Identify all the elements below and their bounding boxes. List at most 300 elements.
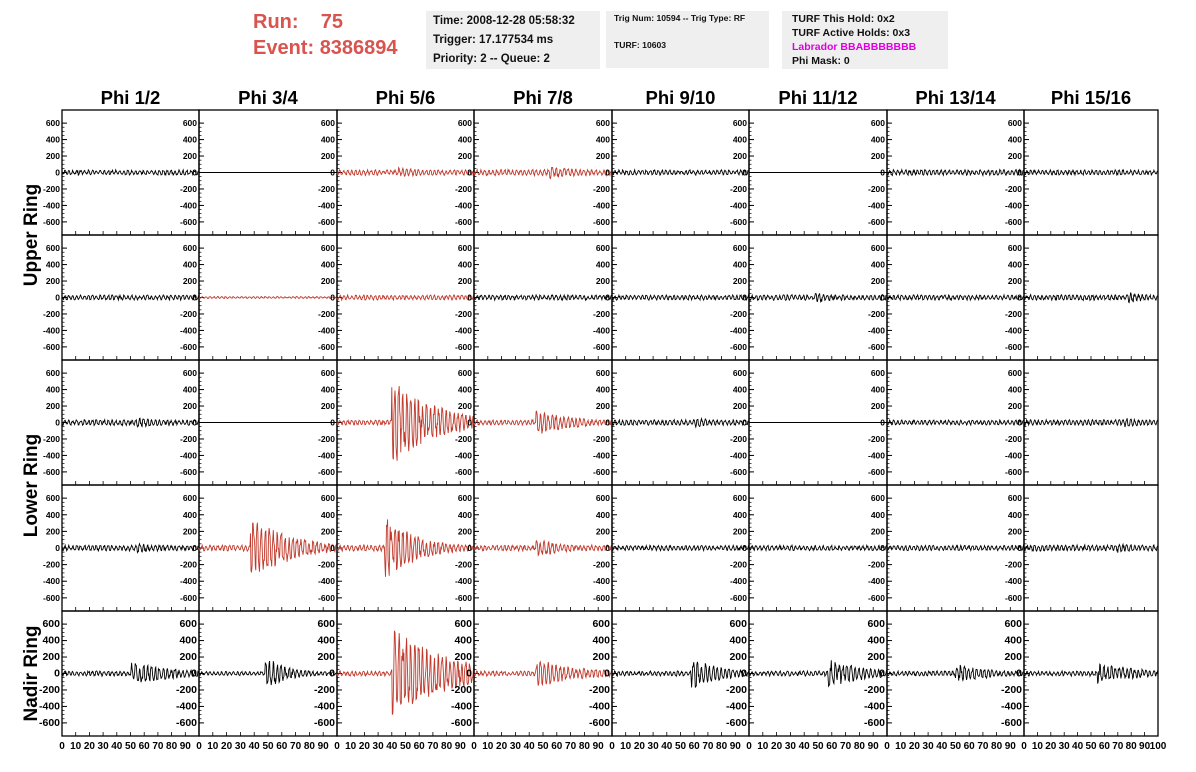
y-tick-label: -400: [454, 576, 472, 587]
waveform-trace: [62, 544, 199, 553]
y-tick-label: -400: [454, 450, 472, 461]
y-tick-label: -400: [454, 325, 472, 336]
y-tick-label: 400: [870, 384, 885, 395]
x-tick-label: 40: [936, 741, 948, 752]
x-tick-label: 0: [1021, 741, 1027, 752]
y-tick-label: 400: [457, 384, 472, 395]
y-tick-label: 400: [732, 384, 747, 395]
y-tick-label: 600: [182, 243, 197, 254]
y-tick-label: -400: [592, 325, 610, 336]
y-tick-label: -600: [450, 716, 472, 729]
y-tick-label: -600: [729, 341, 747, 352]
y-tick-label: 0: [467, 292, 472, 303]
y-tick-label: -600: [454, 216, 472, 227]
y-tick-label: -600: [729, 216, 747, 227]
y-tick-label: 200: [732, 401, 747, 412]
turf-text: TURF: 10603: [614, 40, 667, 50]
y-tick-label: 0: [192, 167, 197, 178]
y-tick-label: 200: [1004, 651, 1022, 664]
y-tick-label: 200: [867, 651, 885, 664]
y-tick-label: 200: [1007, 401, 1022, 412]
x-tick-label: 80: [303, 741, 315, 752]
x-tick-label: 10: [895, 741, 907, 752]
waveform-trace: [1024, 664, 1158, 683]
y-tick-label: 400: [457, 134, 472, 145]
y-tick-label: 0: [880, 292, 885, 303]
y-tick-label: 200: [45, 526, 60, 537]
y-tick-label: -200: [725, 683, 747, 696]
y-tick-label: 200: [457, 276, 472, 287]
y-tick-label: 0: [329, 667, 335, 680]
plot-frame: [337, 485, 474, 611]
y-tick-label: -400: [1004, 200, 1022, 211]
x-tick-label: 40: [111, 741, 123, 752]
y-tick-label: -600: [1004, 216, 1022, 227]
x-tick-label: 70: [977, 741, 989, 752]
y-tick-label: 0: [742, 543, 747, 553]
y-tick-label: -400: [179, 576, 197, 587]
y-tick-label: -600: [592, 216, 610, 227]
y-tick-label: 0: [605, 543, 610, 553]
y-tick-label: 400: [179, 634, 197, 647]
x-tick-label: 60: [138, 741, 150, 752]
y-tick-label: -400: [588, 700, 610, 713]
y-tick-label: -200: [867, 559, 885, 570]
x-tick-label: 60: [963, 741, 975, 752]
y-tick-label: -600: [1004, 466, 1022, 477]
row-label: Lower Ring: [21, 433, 42, 538]
y-tick-label: -200: [454, 559, 472, 570]
y-tick-label: -600: [175, 716, 197, 729]
x-tick-label: 50: [949, 741, 962, 752]
y-tick-label: -600: [867, 466, 885, 477]
y-tick-label: -400: [1000, 700, 1022, 713]
x-tick-label: 70: [840, 741, 852, 752]
waveform-trace: [1024, 544, 1158, 552]
y-tick-label: 400: [595, 509, 610, 520]
x-tick-label: 0: [196, 741, 202, 752]
y-tick-label: -600: [179, 466, 197, 477]
y-tick-label: 400: [182, 509, 197, 520]
y-tick-label: 600: [317, 618, 335, 631]
y-tick-label: 400: [182, 134, 197, 145]
y-tick-label: -600: [729, 592, 747, 603]
x-tick-label: 50: [537, 741, 549, 752]
column-header: Phi 15/16: [1050, 87, 1132, 108]
y-tick-label: 0: [330, 417, 335, 428]
x-tick-label: 30: [647, 741, 659, 752]
y-tick-label: 400: [729, 634, 747, 647]
y-tick-label: -200: [592, 559, 610, 570]
y-tick-label: 0: [55, 292, 60, 303]
x-tick-label: 60: [413, 741, 425, 752]
y-tick-label: 200: [595, 276, 610, 287]
event-value: 8386894: [319, 37, 398, 59]
y-tick-label: 600: [182, 368, 197, 379]
waveform-trace: [62, 418, 199, 427]
run-value: 75: [320, 11, 344, 33]
y-tick-label: -400: [1004, 576, 1022, 587]
x-tick-label: 40: [386, 741, 398, 752]
waveform-trace: [199, 523, 337, 572]
waveform-trace: [1024, 170, 1158, 175]
y-tick-label: -200: [179, 183, 197, 194]
waveform-trace: [887, 420, 1024, 425]
y-tick-label: 0: [880, 543, 885, 553]
y-tick-label: 600: [870, 118, 885, 129]
y-tick-label: 0: [191, 667, 197, 680]
y-tick-label: 200: [592, 651, 610, 664]
y-tick-label: 0: [467, 417, 472, 428]
x-tick-label: 30: [97, 741, 109, 752]
column-header: Phi 11/12: [778, 87, 858, 108]
y-tick-label: -200: [42, 308, 60, 319]
x-tick-label: 10: [70, 741, 82, 752]
y-tick-label: 400: [45, 509, 60, 520]
x-tick-label: 20: [221, 741, 233, 752]
waveform-trace: [612, 295, 749, 300]
y-tick-label: -200: [592, 308, 610, 319]
y-tick-label: -200: [42, 183, 60, 194]
trigger-text: Trigger: 17.177534 ms: [433, 34, 554, 46]
y-tick-label: -600: [729, 466, 747, 477]
y-tick-label: -200: [313, 683, 335, 696]
y-tick-label: 600: [1007, 368, 1022, 379]
y-tick-label: 400: [732, 134, 747, 145]
x-tick-label: 50: [812, 741, 824, 752]
y-tick-label: -400: [592, 200, 610, 211]
x-tick-label: 10: [1031, 741, 1043, 752]
y-tick-label: 0: [55, 417, 60, 428]
x-tick-label: 40: [661, 741, 673, 752]
y-tick-label: -200: [317, 183, 335, 194]
y-tick-label: 600: [867, 618, 885, 631]
y-tick-label: -200: [317, 433, 335, 444]
y-tick-label: 200: [45, 401, 60, 412]
y-tick-label: -400: [1004, 450, 1022, 461]
row-label: Nadir Ring: [21, 625, 42, 722]
trig-num-text: Trig Num: 10594 -- Trig Type: RF: [614, 13, 746, 23]
y-tick-label: 400: [870, 509, 885, 520]
x-tick-label: 20: [83, 741, 95, 752]
x-tick-label: 50: [124, 741, 137, 752]
y-tick-label: 0: [1017, 292, 1022, 303]
x-tick-label: 80: [716, 741, 728, 752]
y-tick-label: -600: [1004, 592, 1022, 603]
y-tick-label: 200: [182, 526, 197, 537]
y-tick-label: -200: [179, 433, 197, 444]
x-tick-label: 70: [1112, 741, 1124, 752]
y-tick-label: -600: [867, 592, 885, 603]
y-tick-label: 400: [1004, 634, 1022, 647]
x-tick-label: 70: [702, 741, 714, 752]
y-tick-label: -400: [317, 325, 335, 336]
y-tick-label: 0: [467, 543, 472, 553]
y-tick-label: -400: [42, 325, 60, 336]
y-tick-label: -200: [1004, 183, 1022, 194]
waveform-trace: [887, 295, 1024, 300]
y-tick-label: -200: [1004, 433, 1022, 444]
y-tick-label: -200: [42, 433, 60, 444]
y-tick-label: -600: [42, 216, 60, 227]
waveform-trace: [474, 541, 612, 556]
y-tick-label: -200: [729, 433, 747, 444]
y-tick-label: -400: [38, 700, 60, 713]
labrador-text: Labrador BBABBBBBBB: [792, 41, 917, 53]
y-tick-label: 0: [1017, 543, 1022, 553]
y-tick-label: 0: [880, 417, 885, 428]
x-tick-label: 60: [551, 741, 563, 752]
x-tick-label: 70: [290, 741, 302, 752]
column-header: Phi 7/8: [513, 87, 573, 108]
y-tick-label: 200: [320, 401, 335, 412]
y-tick-label: 600: [454, 618, 472, 631]
y-tick-label: 200: [870, 526, 885, 537]
y-tick-label: 200: [595, 401, 610, 412]
x-tick-label: 90: [1004, 741, 1016, 752]
y-tick-label: 0: [879, 667, 885, 680]
y-tick-label: -600: [867, 341, 885, 352]
x-tick-label: 90: [729, 741, 741, 752]
y-tick-label: 600: [457, 118, 472, 129]
y-tick-label: 400: [45, 134, 60, 145]
waveform-trace: [62, 295, 199, 300]
y-tick-label: 400: [1007, 384, 1022, 395]
y-tick-label: 600: [1004, 618, 1022, 631]
x-tick-label: 40: [798, 741, 810, 752]
y-tick-label: 400: [595, 134, 610, 145]
y-tick-label: -400: [867, 325, 885, 336]
waveform-trace: [887, 167, 1024, 178]
x-tick-label: 40: [1072, 741, 1084, 752]
y-tick-label: 200: [870, 151, 885, 162]
y-tick-label: 400: [732, 509, 747, 520]
y-tick-label: 200: [729, 651, 747, 664]
turf-hold-text: TURF This Hold: 0x2: [792, 13, 895, 25]
y-tick-label: -600: [179, 592, 197, 603]
x-tick-label: 20: [908, 741, 920, 752]
y-tick-label: 200: [45, 276, 60, 287]
y-tick-label: 200: [182, 401, 197, 412]
x-tick-label: 70: [427, 741, 439, 752]
x-tick-label: 10: [482, 741, 494, 752]
x-tick-label: 50: [1085, 741, 1097, 752]
waveform-trace: [62, 663, 199, 682]
y-tick-label: -600: [1004, 341, 1022, 352]
y-tick-label: -200: [729, 183, 747, 194]
y-tick-label: 400: [320, 259, 335, 270]
x-tick-label: 60: [276, 741, 288, 752]
y-tick-label: 400: [45, 259, 60, 270]
y-tick-label: 400: [592, 634, 610, 647]
y-tick-label: 0: [467, 167, 472, 178]
y-tick-label: 0: [192, 292, 197, 303]
y-tick-label: -200: [729, 308, 747, 319]
y-tick-label: 600: [320, 118, 335, 129]
x-tick-label: 0: [609, 741, 615, 752]
x-tick-label: 10: [757, 741, 769, 752]
x-tick-label: 80: [1125, 741, 1137, 752]
y-tick-label: 600: [457, 243, 472, 254]
y-tick-label: 200: [870, 401, 885, 412]
y-tick-label: 400: [320, 134, 335, 145]
x-tick-label: 90: [317, 741, 329, 752]
waveform-trace: [749, 293, 887, 301]
y-tick-label: -600: [179, 216, 197, 227]
priority-text: Priority: 2 -- Queue: 2: [433, 53, 550, 65]
x-tick-label: 30: [1058, 741, 1070, 752]
y-tick-label: -600: [317, 592, 335, 603]
y-tick-label: 600: [1007, 118, 1022, 129]
y-tick-label: 400: [870, 259, 885, 270]
waveform-trace: [337, 519, 474, 576]
y-tick-label: -400: [179, 325, 197, 336]
y-tick-label: 0: [54, 667, 60, 680]
y-tick-label: 400: [732, 259, 747, 270]
y-tick-label: -200: [588, 683, 610, 696]
waveform-trace: [749, 660, 887, 686]
y-tick-label: -400: [592, 576, 610, 587]
y-tick-label: 0: [55, 167, 60, 178]
y-tick-label: 0: [330, 292, 335, 303]
y-tick-label: -600: [42, 341, 60, 352]
y-tick-label: 400: [1007, 134, 1022, 145]
y-tick-label: 600: [729, 618, 747, 631]
y-tick-label: -400: [592, 450, 610, 461]
y-tick-label: 600: [182, 118, 197, 129]
x-tick-label: 80: [578, 741, 590, 752]
y-tick-label: -200: [175, 683, 197, 696]
y-tick-label: -400: [179, 450, 197, 461]
y-tick-label: -600: [454, 592, 472, 603]
y-tick-label: 400: [454, 634, 472, 647]
y-tick-label: -400: [1004, 325, 1022, 336]
y-tick-label: -400: [317, 576, 335, 587]
x-tick-label: 100: [1149, 741, 1167, 752]
y-tick-label: 600: [320, 368, 335, 379]
y-tick-label: 400: [182, 259, 197, 270]
y-tick-label: 0: [880, 167, 885, 178]
y-tick-label: 400: [320, 509, 335, 520]
y-tick-label: -400: [317, 450, 335, 461]
waveform-trace: [887, 665, 1024, 681]
x-tick-label: 90: [592, 741, 604, 752]
y-tick-label: -200: [867, 183, 885, 194]
y-tick-label: 0: [55, 543, 60, 553]
y-tick-label: -400: [729, 450, 747, 461]
y-tick-label: 0: [605, 292, 610, 303]
y-tick-label: 600: [320, 493, 335, 504]
y-tick-label: 400: [595, 384, 610, 395]
x-tick-label: 0: [59, 741, 65, 752]
y-tick-label: 200: [1007, 151, 1022, 162]
y-tick-label: -400: [867, 576, 885, 587]
x-tick-label: 60: [1098, 741, 1110, 752]
y-tick-label: 600: [45, 118, 60, 129]
y-tick-label: -400: [42, 450, 60, 461]
y-tick-label: -600: [863, 716, 885, 729]
y-tick-label: -600: [317, 466, 335, 477]
y-tick-label: 200: [42, 651, 60, 664]
x-tick-label: 90: [1139, 741, 1151, 752]
y-tick-label: -400: [729, 325, 747, 336]
x-tick-label: 50: [399, 741, 412, 752]
y-tick-label: -200: [592, 183, 610, 194]
y-tick-label: 0: [1016, 667, 1022, 680]
y-tick-label: 0: [741, 667, 747, 680]
y-tick-label: -200: [317, 308, 335, 319]
y-tick-label: 600: [457, 368, 472, 379]
y-tick-label: 200: [454, 651, 472, 664]
x-tick-label: 20: [771, 741, 783, 752]
y-tick-label: 600: [182, 493, 197, 504]
y-tick-label: 200: [179, 651, 197, 664]
x-tick-label: 60: [688, 741, 700, 752]
y-tick-label: -200: [317, 559, 335, 570]
y-tick-label: -400: [179, 200, 197, 211]
y-tick-label: 200: [732, 276, 747, 287]
y-tick-label: -600: [454, 341, 472, 352]
y-tick-label: -200: [863, 683, 885, 696]
y-tick-label: -600: [313, 716, 335, 729]
x-tick-label: 90: [454, 741, 466, 752]
x-tick-label: 20: [1045, 741, 1057, 752]
x-tick-label: 30: [784, 741, 796, 752]
y-tick-label: -200: [592, 433, 610, 444]
y-tick-label: -400: [42, 200, 60, 211]
waveform-trace: [474, 662, 612, 686]
y-tick-label: -200: [729, 559, 747, 570]
y-tick-label: -600: [592, 592, 610, 603]
y-tick-label: -600: [592, 466, 610, 477]
y-tick-label: -400: [317, 200, 335, 211]
y-tick-label: 600: [1007, 493, 1022, 504]
x-tick-label: 10: [345, 741, 357, 752]
y-tick-label: -600: [317, 216, 335, 227]
column-header: Phi 3/4: [238, 87, 298, 108]
x-tick-label: 80: [166, 741, 178, 752]
y-tick-label: -600: [42, 592, 60, 603]
y-tick-label: 600: [732, 118, 747, 129]
y-tick-label: -600: [317, 341, 335, 352]
y-tick-label: 600: [732, 368, 747, 379]
waveform-trace: [337, 295, 474, 300]
y-tick-label: -200: [450, 683, 472, 696]
y-tick-label: 600: [595, 368, 610, 379]
y-tick-label: 400: [457, 509, 472, 520]
event-label: Event:: [253, 37, 315, 59]
waveform-trace: [474, 295, 612, 300]
waveform-trace: [337, 168, 474, 177]
y-tick-label: 0: [605, 167, 610, 178]
y-tick-label: -200: [1004, 559, 1022, 570]
y-tick-label: 600: [42, 618, 60, 631]
x-tick-label: 10: [620, 741, 632, 752]
y-tick-label: 400: [1007, 259, 1022, 270]
y-tick-label: 0: [1017, 167, 1022, 178]
y-tick-label: -400: [729, 200, 747, 211]
row-label: Upper Ring: [21, 183, 42, 287]
y-tick-label: 600: [592, 618, 610, 631]
y-tick-label: -600: [592, 341, 610, 352]
y-tick-label: -400: [725, 700, 747, 713]
y-tick-label: -400: [454, 200, 472, 211]
x-tick-label: 90: [867, 741, 879, 752]
waveform-trace: [474, 411, 612, 433]
y-tick-label: 200: [732, 526, 747, 537]
time-text: Time: 2008-12-28 05:58:32: [433, 15, 575, 27]
y-tick-label: 200: [1007, 526, 1022, 537]
